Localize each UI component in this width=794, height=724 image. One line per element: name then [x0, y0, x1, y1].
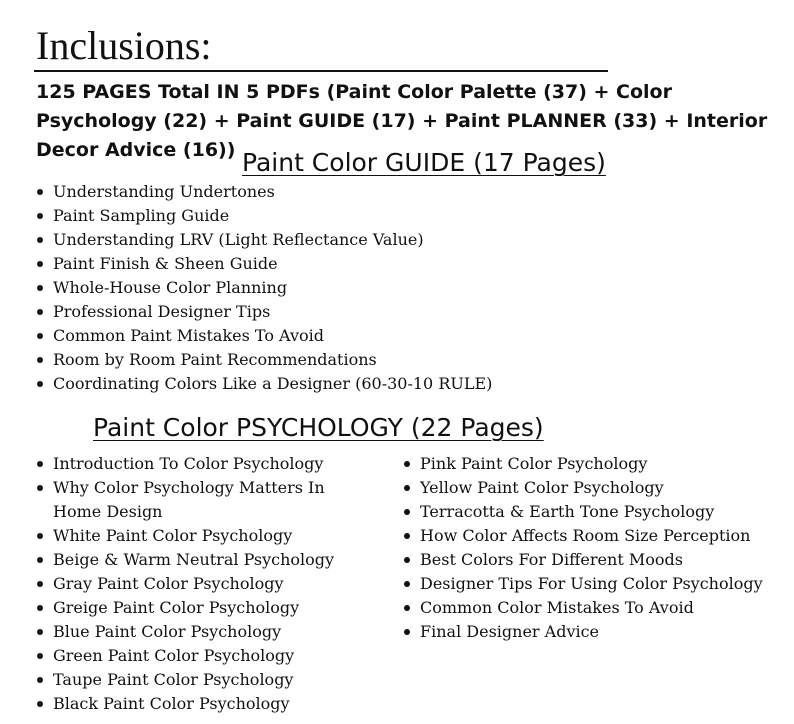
list-item: Professional Designer Tips: [35, 300, 755, 324]
list-item: Whole-House Color Planning: [35, 276, 755, 300]
psychology-heading: Paint Color PSYCHOLOGY (22 Pages): [93, 413, 544, 442]
list-item: Room by Room Paint Recommendations: [35, 348, 755, 372]
guide-list: [35, 180, 755, 396]
list-item: Coordinating Colors Like a Designer (60-30-10 RULE): [35, 372, 755, 396]
list-item: Terracotta & Earth Tone Psychology: [402, 500, 792, 524]
list-item: Common Paint Mistakes To Avoid: [35, 324, 755, 348]
list-item: Pink Paint Color Psychology: [402, 452, 792, 476]
list-item: White Paint Color Psychology: [35, 524, 365, 548]
title-divider: [34, 70, 608, 72]
list-item: Green Paint Color Psychology: [35, 644, 365, 668]
list-item: Introduction To Color Psychology: [35, 452, 365, 476]
list-item: How Color Affects Room Size Perception: [402, 524, 792, 548]
guide-heading: Paint Color GUIDE (17 Pages): [242, 148, 606, 177]
list-item: Common Color Mistakes To Avoid: [402, 596, 792, 620]
list-item: Designer Tips For Using Color Psychology: [402, 572, 792, 596]
list-item: Understanding LRV (Light Reflectance Value): [35, 228, 755, 252]
list-item: Yellow Paint Color Psychology: [402, 476, 792, 500]
list-item: Gray Paint Color Psychology: [35, 572, 365, 596]
psychology-list-left: [35, 452, 365, 716]
list-item: Best Colors For Different Moods: [402, 548, 792, 572]
list-item: Final Designer Advice: [402, 620, 792, 644]
page-title: Inclusions:: [36, 23, 212, 68]
list-item: Paint Sampling Guide: [35, 204, 755, 228]
psychology-list-right: [402, 452, 792, 644]
list-item: Why Color Psychology Matters In Home Design: [35, 476, 365, 524]
list-item: Beige & Warm Neutral Psychology: [35, 548, 365, 572]
list-item: Blue Paint Color Psychology: [35, 620, 365, 644]
list-item: Paint Finish & Sheen Guide: [35, 252, 755, 276]
list-item: Taupe Paint Color Psychology: [35, 668, 365, 692]
list-item: Greige Paint Color Psychology: [35, 596, 365, 620]
list-item: Understanding Undertones: [35, 180, 755, 204]
inclusions-summary: 125 PAGES Total IN 5 PDFs (Paint Color Palette (37) + Color Psychology (22) + Paint GUIDE (17) + Paint PLANNER (33) + Interior Decor Advice (16)): [36, 81, 768, 161]
list-item: Black Paint Color Psychology: [35, 692, 365, 716]
